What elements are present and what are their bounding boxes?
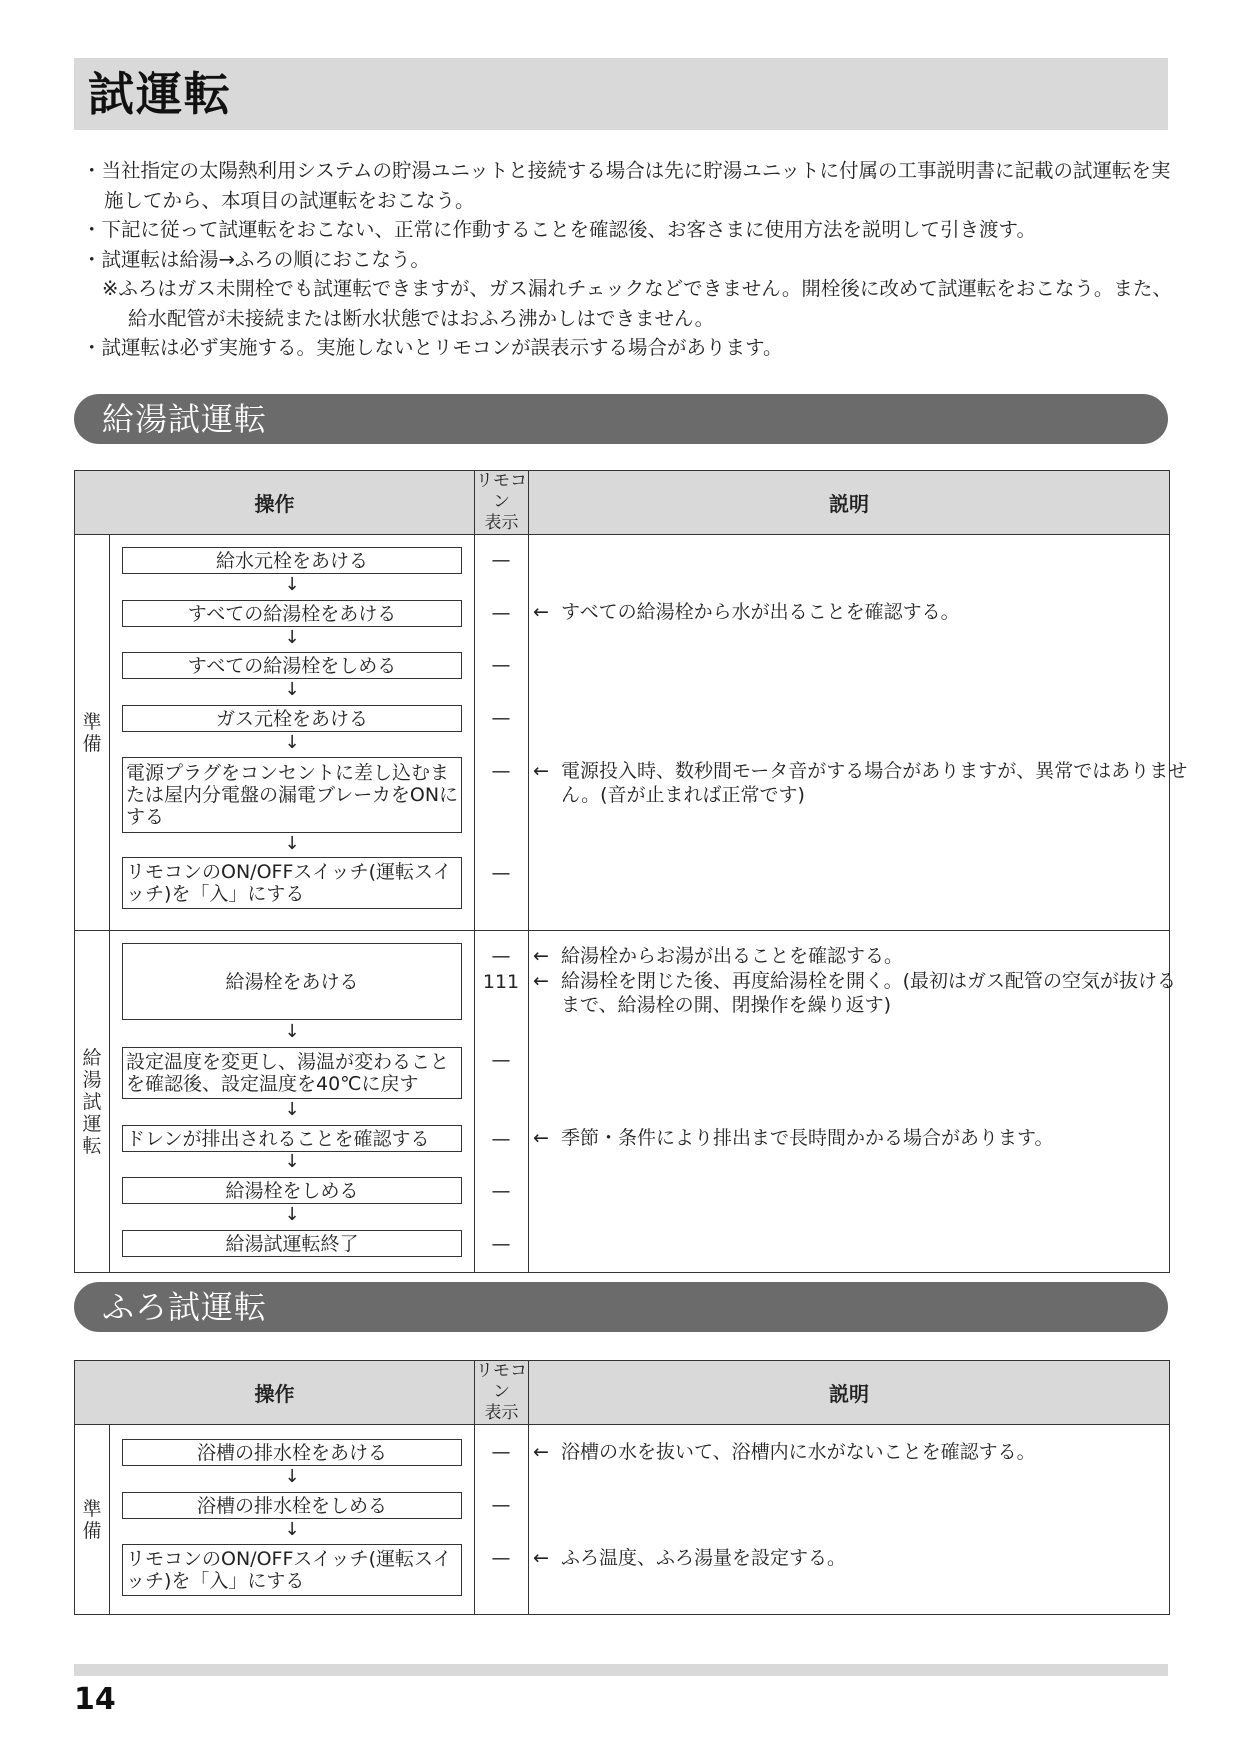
bath-test-table bbox=[74, 1360, 1170, 1615]
display-value: — bbox=[491, 654, 511, 676]
down-arrow: ↓ bbox=[284, 679, 300, 700]
row-label-hot-water-test: 給 湯 試 運 転 bbox=[75, 931, 110, 1273]
display-value: — bbox=[491, 549, 511, 571]
header-operation: 操作 bbox=[75, 471, 475, 535]
section-heading-bath bbox=[74, 1282, 1168, 1332]
display-value: — bbox=[491, 602, 511, 624]
display-value: — bbox=[491, 707, 511, 729]
prep-explanations bbox=[529, 535, 1188, 931]
run-explanations bbox=[529, 931, 1177, 1273]
step-box: リモコンのON/OFFスイッチ(運転スイッチ)を「入」にする bbox=[122, 1544, 462, 1596]
step-box: 給湯栓をしめる bbox=[122, 1177, 462, 1204]
display-value: — bbox=[491, 1128, 511, 1150]
row-label-preparation: 準 備 bbox=[75, 535, 110, 931]
header-explanation: 説明 bbox=[529, 1361, 1170, 1425]
step-box: リモコンのON/OFFスイッチ(運転スイッチ)を「入」にする bbox=[122, 857, 462, 909]
down-arrow: ↓ bbox=[284, 1466, 300, 1487]
explanation-item: ← 季節・条件により排出まで長時間かかる場合があります。 bbox=[533, 1127, 1054, 1149]
bath-explanations bbox=[529, 1425, 1170, 1615]
intro-remark: ※ふろはガス未開栓でも試運転できますが、ガス漏れチェックなどできません。開栓後に改めて試運転をおこなう。また、給水配管が未接続または断水状態ではおふろ沸かしはできません。 bbox=[102, 277, 1172, 330]
display-value: — bbox=[491, 1494, 511, 1516]
footer-bar bbox=[74, 1664, 1168, 1676]
header-operation: 操作 bbox=[75, 1361, 475, 1425]
left-arrow: ← bbox=[533, 1441, 549, 1463]
section-heading-hot-water bbox=[74, 394, 1168, 444]
down-arrow: ↓ bbox=[284, 1021, 300, 1042]
prep-display-values bbox=[475, 535, 529, 931]
step-box: 給湯試運転終了 bbox=[122, 1230, 462, 1257]
down-arrow: ↓ bbox=[284, 1151, 300, 1172]
step-box: すべての給湯栓をあける bbox=[122, 600, 462, 627]
run-steps bbox=[110, 931, 475, 1273]
header-display: リモコン 表示 bbox=[476, 1361, 527, 1423]
step-box: 設定温度を変更し、湯温が変わることを確認後、設定温度を40℃に戻す bbox=[122, 1047, 462, 1099]
explanation-item: ← ふろ温度、ふろ湯量を設定する。 bbox=[533, 1547, 847, 1569]
display-value: — bbox=[491, 1233, 511, 1255]
page-number: 14 bbox=[74, 1682, 116, 1717]
section-heading-label: 給湯試運転 bbox=[102, 400, 268, 438]
header-explanation: 説明 bbox=[529, 471, 1170, 535]
step-box: ガス元栓をあける bbox=[122, 705, 462, 732]
step-box: ドレンが排出されることを確認する bbox=[122, 1125, 462, 1152]
bath-steps bbox=[110, 1425, 475, 1615]
display-value: — bbox=[491, 1180, 511, 1202]
step-box: 給水元栓をあける bbox=[122, 547, 462, 574]
explanation-item: ← 給湯栓を閉じた後、再度給湯栓を開く。(最初はガス配管の空気が抜けるまで、給湯栓の開、閉操作を繰り返す) bbox=[533, 970, 1177, 1016]
intro-notes bbox=[82, 156, 1172, 363]
down-arrow: ↓ bbox=[284, 574, 300, 595]
display-value: — bbox=[491, 760, 511, 782]
down-arrow: ↓ bbox=[284, 732, 300, 753]
step-box: 給湯栓をあける bbox=[122, 943, 462, 1020]
left-arrow: ← bbox=[533, 1547, 549, 1569]
row-label-preparation: 準 備 bbox=[75, 1425, 110, 1615]
explanation-item: ← 電源投入時、数秒間モータ音がする場合がありますが、異常ではありません。(音が止まれば正常です) bbox=[533, 760, 1188, 806]
down-arrow: ↓ bbox=[284, 833, 300, 854]
run-display-values bbox=[475, 931, 529, 1273]
down-arrow: ↓ bbox=[284, 1204, 300, 1225]
display-value: — bbox=[491, 1547, 511, 1569]
left-arrow: ← bbox=[533, 945, 549, 967]
hot-water-test-table bbox=[74, 470, 1188, 1273]
bath-display-values bbox=[475, 1425, 529, 1615]
left-arrow: ← bbox=[533, 601, 549, 623]
left-arrow: ← bbox=[533, 1127, 549, 1149]
left-arrow: ← bbox=[533, 970, 549, 992]
explanation-item: ← 浴槽の水を抜いて、浴槽内に水がないことを確認する。 bbox=[533, 1441, 1036, 1463]
page-title: 試運転 bbox=[88, 67, 232, 121]
prep-steps bbox=[110, 535, 475, 931]
step-box: 浴槽の排水栓をしめる bbox=[122, 1492, 462, 1519]
step-box: 浴槽の排水栓をあける bbox=[122, 1439, 462, 1466]
display-value: — bbox=[491, 862, 511, 884]
step-box: 電源プラグをコンセントに差し込むまたは屋内分電盤の漏電ブレーカをONにする bbox=[122, 757, 462, 833]
display-value: — bbox=[491, 1441, 511, 1463]
page-title-bar bbox=[74, 58, 1168, 130]
intro-note: ・当社指定の太陽熱利用システムの貯湯ユニットと接続する場合は先に貯湯ユニットに付属の工事説明書に記載の試運転を実施してから、本項目の試運転をおこなう。 bbox=[82, 159, 1171, 212]
section-heading-label: ふろ試運転 bbox=[102, 1288, 268, 1326]
intro-note: ・下記に従って試運転をおこない、正常に作動することを確認後、お客さまに使用方法を説明して引き渡す。 bbox=[82, 218, 1036, 241]
intro-note: ・試運転は給湯→ふろの順におこなう。 bbox=[82, 247, 430, 271]
down-arrow: ↓ bbox=[284, 1099, 300, 1120]
down-arrow: ↓ bbox=[284, 627, 300, 648]
explanation-item: ← すべての給湯栓から水が出ることを確認する。 bbox=[533, 601, 960, 623]
explanation-item: ← 給湯栓からお湯が出ることを確認する。 bbox=[533, 945, 904, 967]
display-value: — bbox=[491, 945, 511, 967]
intro-note: ・試運転は必ず実施する。実施しないとリモコンが誤表示する場合があります。 bbox=[82, 336, 783, 359]
display-value: 111 bbox=[482, 971, 520, 993]
header-display: リモコン 表示 bbox=[476, 471, 527, 533]
down-arrow: ↓ bbox=[284, 1519, 300, 1540]
display-value: — bbox=[491, 1049, 511, 1071]
left-arrow: ← bbox=[533, 760, 549, 782]
step-box: すべての給湯栓をしめる bbox=[122, 652, 462, 679]
